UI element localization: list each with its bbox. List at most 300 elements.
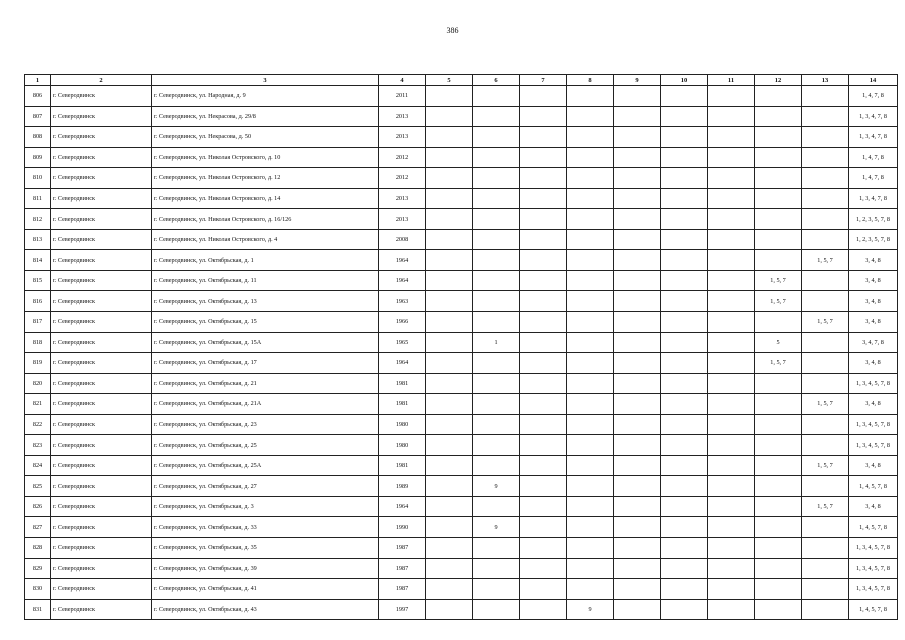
table-cell-col-11 bbox=[708, 517, 755, 538]
table-cell-col-9 bbox=[614, 579, 661, 600]
table-cell-col-13 bbox=[802, 599, 849, 620]
table-body bbox=[25, 86, 898, 620]
table-cell-col-7 bbox=[520, 476, 567, 497]
table-cell-col-12 bbox=[755, 168, 802, 189]
table-cell-col-5 bbox=[426, 147, 473, 168]
table-cell-col-2: г. Северодвинск bbox=[51, 517, 152, 538]
table-cell-col-9 bbox=[614, 209, 661, 230]
table-cell-col-4: 1987 bbox=[379, 579, 426, 600]
table-cell-col-4: 1964 bbox=[379, 353, 426, 374]
table-cell-col-9 bbox=[614, 127, 661, 148]
column-header-2: 2 bbox=[51, 75, 152, 86]
table-cell-col-12 bbox=[755, 476, 802, 497]
table-cell-col-2: г. Северодвинск bbox=[51, 86, 152, 107]
table-cell-col-4: 2013 bbox=[379, 106, 426, 127]
table-cell-col-4: 1964 bbox=[379, 250, 426, 271]
table-cell-col-3: г. Северодвинск, ул. Октябрьская, д. 43 bbox=[152, 599, 379, 620]
table-cell-col-5 bbox=[426, 579, 473, 600]
table-cell-col-2: г. Северодвинск bbox=[51, 291, 152, 312]
table-cell-col-1: 824 bbox=[25, 455, 51, 476]
table-cell-col-2: г. Северодвинск bbox=[51, 250, 152, 271]
table-cell-col-9 bbox=[614, 558, 661, 579]
table-cell-col-11 bbox=[708, 127, 755, 148]
table-cell-col-10 bbox=[661, 476, 708, 497]
table-cell-col-11 bbox=[708, 291, 755, 312]
column-header-9: 9 bbox=[614, 75, 661, 86]
table-cell-col-4: 1987 bbox=[379, 558, 426, 579]
table-cell-col-14: 3, 4, 8 bbox=[849, 496, 898, 517]
table-cell-col-11 bbox=[708, 579, 755, 600]
table-cell-col-1: 807 bbox=[25, 106, 51, 127]
table-cell-col-9 bbox=[614, 188, 661, 209]
table-cell-col-6 bbox=[473, 147, 520, 168]
table-cell-col-9 bbox=[614, 394, 661, 415]
table-cell-col-6 bbox=[473, 168, 520, 189]
table-cell-col-6 bbox=[473, 188, 520, 209]
table-cell-col-14: 1, 4, 5, 7, 8 bbox=[849, 476, 898, 497]
table-cell-col-6: 1 bbox=[473, 332, 520, 353]
table-cell-col-5 bbox=[426, 496, 473, 517]
table-cell-col-10 bbox=[661, 147, 708, 168]
table-cell-col-8 bbox=[567, 270, 614, 291]
table-cell-col-13 bbox=[802, 414, 849, 435]
table-cell-col-13 bbox=[802, 517, 849, 538]
table-cell-col-1: 808 bbox=[25, 127, 51, 148]
table-cell-col-10 bbox=[661, 496, 708, 517]
table-cell-col-2: г. Северодвинск bbox=[51, 579, 152, 600]
table-cell-col-11 bbox=[708, 270, 755, 291]
table-cell-col-1: 820 bbox=[25, 373, 51, 394]
table-cell-col-7 bbox=[520, 229, 567, 250]
table-row bbox=[25, 127, 898, 148]
table-cell-col-3: г. Северодвинск, ул. Николая Островского, д. 10 bbox=[152, 147, 379, 168]
table-row bbox=[25, 291, 898, 312]
table-cell-col-1: 809 bbox=[25, 147, 51, 168]
table-cell-col-9 bbox=[614, 229, 661, 250]
table-cell-col-12 bbox=[755, 599, 802, 620]
table-cell-col-6 bbox=[473, 558, 520, 579]
table-cell-col-7 bbox=[520, 394, 567, 415]
table-cell-col-1: 816 bbox=[25, 291, 51, 312]
table-cell-col-11 bbox=[708, 455, 755, 476]
table-cell-col-14: 3, 4, 7, 8 bbox=[849, 332, 898, 353]
table-cell-col-9 bbox=[614, 86, 661, 107]
table-cell-col-3: г. Северодвинск, ул. Октябрьская, д. 25А bbox=[152, 455, 379, 476]
table-cell-col-2: г. Северодвинск bbox=[51, 332, 152, 353]
table-cell-col-2: г. Северодвинск bbox=[51, 435, 152, 456]
table-cell-col-2: г. Северодвинск bbox=[51, 414, 152, 435]
table-cell-col-8 bbox=[567, 229, 614, 250]
table-row bbox=[25, 86, 898, 107]
table-cell-col-3: г. Северодвинск, ул. Октябрьская, д. 25 bbox=[152, 435, 379, 456]
table-cell-col-12: 1, 5, 7 bbox=[755, 291, 802, 312]
table-cell-col-10 bbox=[661, 209, 708, 230]
table-cell-col-9 bbox=[614, 599, 661, 620]
table-cell-col-8 bbox=[567, 558, 614, 579]
table-cell-col-6 bbox=[473, 373, 520, 394]
table-cell-col-1: 811 bbox=[25, 188, 51, 209]
table-cell-col-8 bbox=[567, 188, 614, 209]
table-cell-col-4: 2013 bbox=[379, 127, 426, 148]
table-cell-col-10 bbox=[661, 579, 708, 600]
table-cell-col-13 bbox=[802, 291, 849, 312]
table-cell-col-3: г. Северодвинск, ул. Октябрьская, д. 21А bbox=[152, 394, 379, 415]
table-cell-col-1: 814 bbox=[25, 250, 51, 271]
table-cell-col-8 bbox=[567, 147, 614, 168]
table-cell-col-10 bbox=[661, 353, 708, 374]
table-cell-col-12 bbox=[755, 373, 802, 394]
table-cell-col-9 bbox=[614, 270, 661, 291]
table-cell-col-1: 822 bbox=[25, 414, 51, 435]
table-cell-col-2: г. Северодвинск bbox=[51, 168, 152, 189]
table-cell-col-1: 830 bbox=[25, 579, 51, 600]
table-cell-col-8 bbox=[567, 579, 614, 600]
table-cell-col-10 bbox=[661, 168, 708, 189]
table-cell-col-10 bbox=[661, 394, 708, 415]
table-cell-col-3: г. Северодвинск, ул. Октябрьская, д. 35 bbox=[152, 538, 379, 559]
table-cell-col-8 bbox=[567, 106, 614, 127]
table-row bbox=[25, 558, 898, 579]
table-cell-col-8 bbox=[567, 312, 614, 333]
table-cell-col-11 bbox=[708, 147, 755, 168]
table-cell-col-8 bbox=[567, 86, 614, 107]
column-header-14: 14 bbox=[849, 75, 898, 86]
table-cell-col-9 bbox=[614, 517, 661, 538]
table-cell-col-1: 823 bbox=[25, 435, 51, 456]
table-row bbox=[25, 455, 898, 476]
table-cell-col-11 bbox=[708, 229, 755, 250]
table-cell-col-5 bbox=[426, 312, 473, 333]
table-cell-col-8 bbox=[567, 127, 614, 148]
table-cell-col-7 bbox=[520, 455, 567, 476]
table-cell-col-12 bbox=[755, 106, 802, 127]
table-cell-col-3: г. Северодвинск, ул. Октябрьская, д. 3 bbox=[152, 496, 379, 517]
table-cell-col-7 bbox=[520, 579, 567, 600]
column-header-5: 5 bbox=[426, 75, 473, 86]
table-cell-col-6 bbox=[473, 394, 520, 415]
table-row bbox=[25, 353, 898, 374]
table-cell-col-1: 812 bbox=[25, 209, 51, 230]
table-cell-col-7 bbox=[520, 373, 567, 394]
table-cell-col-8 bbox=[567, 435, 614, 456]
table-cell-col-7 bbox=[520, 250, 567, 271]
table-cell-col-12 bbox=[755, 127, 802, 148]
table-cell-col-6 bbox=[473, 209, 520, 230]
table-cell-col-9 bbox=[614, 373, 661, 394]
table-cell-col-12 bbox=[755, 517, 802, 538]
table-row bbox=[25, 250, 898, 271]
table-cell-col-1: 826 bbox=[25, 496, 51, 517]
table-cell-col-4: 1980 bbox=[379, 414, 426, 435]
table-cell-col-9 bbox=[614, 414, 661, 435]
table-cell-col-2: г. Северодвинск bbox=[51, 496, 152, 517]
table-cell-col-7 bbox=[520, 147, 567, 168]
table-cell-col-12 bbox=[755, 250, 802, 271]
table-cell-col-14: 1, 3, 4, 7, 8 bbox=[849, 188, 898, 209]
table-cell-col-6 bbox=[473, 538, 520, 559]
table-cell-col-10 bbox=[661, 127, 708, 148]
table-cell-col-8 bbox=[567, 353, 614, 374]
table-cell-col-6 bbox=[473, 106, 520, 127]
table-cell-col-11 bbox=[708, 332, 755, 353]
table-cell-col-10 bbox=[661, 599, 708, 620]
table-cell-col-14: 1, 3, 4, 5, 7, 8 bbox=[849, 414, 898, 435]
table-cell-col-10 bbox=[661, 373, 708, 394]
table-cell-col-10 bbox=[661, 291, 708, 312]
table-cell-col-13 bbox=[802, 168, 849, 189]
table-row bbox=[25, 435, 898, 456]
table-cell-col-11 bbox=[708, 353, 755, 374]
table-cell-col-14: 3, 4, 8 bbox=[849, 291, 898, 312]
column-header-12: 12 bbox=[755, 75, 802, 86]
table-cell-col-7 bbox=[520, 270, 567, 291]
table-cell-col-6 bbox=[473, 579, 520, 600]
table-cell-col-14: 1, 3, 4, 7, 8 bbox=[849, 127, 898, 148]
table-cell-col-10 bbox=[661, 332, 708, 353]
table-cell-col-14: 1, 2, 3, 5, 7, 8 bbox=[849, 209, 898, 230]
table-cell-col-2: г. Северодвинск bbox=[51, 353, 152, 374]
table-cell-col-3: г. Северодвинск, ул. Народная, д. 9 bbox=[152, 86, 379, 107]
table-cell-col-1: 819 bbox=[25, 353, 51, 374]
table-cell-col-3: г. Северодвинск, ул. Николая Островского, д. 14 bbox=[152, 188, 379, 209]
table-cell-col-5 bbox=[426, 127, 473, 148]
table-cell-col-4: 1987 bbox=[379, 538, 426, 559]
column-header-11: 11 bbox=[708, 75, 755, 86]
table-cell-col-8 bbox=[567, 455, 614, 476]
table-row bbox=[25, 599, 898, 620]
table-cell-col-14: 3, 4, 8 bbox=[849, 394, 898, 415]
table-cell-col-3: г. Северодвинск, ул. Октябрьская, д. 11 bbox=[152, 270, 379, 291]
table-cell-col-6: 9 bbox=[473, 476, 520, 497]
table-cell-col-3: г. Северодвинск, ул. Николая Островского, д. 12 bbox=[152, 168, 379, 189]
table-cell-col-9 bbox=[614, 250, 661, 271]
table-cell-col-10 bbox=[661, 86, 708, 107]
table-cell-col-14: 1, 4, 5, 7, 8 bbox=[849, 599, 898, 620]
table-cell-col-4: 1964 bbox=[379, 270, 426, 291]
table-cell-col-9 bbox=[614, 106, 661, 127]
page-number: 386 bbox=[446, 26, 459, 35]
table-cell-col-11 bbox=[708, 558, 755, 579]
table-cell-col-14: 1, 3, 4, 5, 7, 8 bbox=[849, 538, 898, 559]
table-cell-col-12 bbox=[755, 538, 802, 559]
table-row bbox=[25, 312, 898, 333]
table-cell-col-3: г. Северодвинск, ул. Октябрьская, д. 33 bbox=[152, 517, 379, 538]
table-cell-col-7 bbox=[520, 168, 567, 189]
table-cell-col-9 bbox=[614, 312, 661, 333]
table-cell-col-7 bbox=[520, 332, 567, 353]
table-cell-col-1: 831 bbox=[25, 599, 51, 620]
table-row bbox=[25, 496, 898, 517]
table-cell-col-7 bbox=[520, 209, 567, 230]
table-cell-col-13 bbox=[802, 188, 849, 209]
table-cell-col-13 bbox=[802, 435, 849, 456]
table-cell-col-5 bbox=[426, 250, 473, 271]
table-cell-col-4: 1980 bbox=[379, 435, 426, 456]
table-row bbox=[25, 538, 898, 559]
table-cell-col-7 bbox=[520, 558, 567, 579]
table-cell-col-10 bbox=[661, 312, 708, 333]
table-cell-col-7 bbox=[520, 86, 567, 107]
table-cell-col-2: г. Северодвинск bbox=[51, 373, 152, 394]
table-cell-col-13 bbox=[802, 229, 849, 250]
table-cell-col-14: 1, 2, 3, 5, 7, 8 bbox=[849, 229, 898, 250]
table-cell-col-5 bbox=[426, 188, 473, 209]
table-cell-col-5 bbox=[426, 476, 473, 497]
table-cell-col-12 bbox=[755, 558, 802, 579]
table-row bbox=[25, 394, 898, 415]
table-cell-col-12 bbox=[755, 229, 802, 250]
table-cell-col-3: г. Северодвинск, ул. Октябрьская, д. 39 bbox=[152, 558, 379, 579]
table-cell-col-3: г. Северодвинск, ул. Николая Островского, д. 4 bbox=[152, 229, 379, 250]
table-row bbox=[25, 579, 898, 600]
table-cell-col-13 bbox=[802, 332, 849, 353]
table-row bbox=[25, 147, 898, 168]
table-cell-col-12 bbox=[755, 209, 802, 230]
table-cell-col-5 bbox=[426, 353, 473, 374]
table-cell-col-2: г. Северодвинск bbox=[51, 270, 152, 291]
table-cell-col-3: г. Северодвинск, ул. Некрасова, д. 29/8 bbox=[152, 106, 379, 127]
table-cell-col-5 bbox=[426, 435, 473, 456]
table-cell-col-13: 1, 5, 7 bbox=[802, 455, 849, 476]
table-cell-col-3: г. Северодвинск, ул. Октябрьская, д. 27 bbox=[152, 476, 379, 497]
table-cell-col-2: г. Северодвинск bbox=[51, 188, 152, 209]
table-cell-col-8 bbox=[567, 250, 614, 271]
column-header-7: 7 bbox=[520, 75, 567, 86]
table-cell-col-12: 5 bbox=[755, 332, 802, 353]
table-cell-col-6 bbox=[473, 127, 520, 148]
table-cell-col-1: 810 bbox=[25, 168, 51, 189]
table-cell-col-11 bbox=[708, 394, 755, 415]
table-cell-col-12 bbox=[755, 496, 802, 517]
table-cell-col-13 bbox=[802, 209, 849, 230]
table-cell-col-8 bbox=[567, 291, 614, 312]
table-cell-col-11 bbox=[708, 599, 755, 620]
table-cell-col-6 bbox=[473, 599, 520, 620]
table-cell-col-7 bbox=[520, 291, 567, 312]
table-cell-col-11 bbox=[708, 188, 755, 209]
table-cell-col-4: 2011 bbox=[379, 86, 426, 107]
table-cell-col-9 bbox=[614, 353, 661, 374]
table-cell-col-12 bbox=[755, 455, 802, 476]
table-cell-col-11 bbox=[708, 106, 755, 127]
table-cell-col-10 bbox=[661, 270, 708, 291]
table-cell-col-6 bbox=[473, 312, 520, 333]
table-cell-col-14: 1, 4, 5, 7, 8 bbox=[849, 517, 898, 538]
table-cell-col-10 bbox=[661, 250, 708, 271]
table-cell-col-12: 1, 5, 7 bbox=[755, 270, 802, 291]
table-cell-col-9 bbox=[614, 455, 661, 476]
table-cell-col-5 bbox=[426, 538, 473, 559]
table-cell-col-5 bbox=[426, 229, 473, 250]
table-cell-col-2: г. Северодвинск bbox=[51, 127, 152, 148]
table-row bbox=[25, 332, 898, 353]
table-cell-col-2: г. Северодвинск bbox=[51, 147, 152, 168]
table-cell-col-6: 9 bbox=[473, 517, 520, 538]
table-row bbox=[25, 106, 898, 127]
table-cell-col-13 bbox=[802, 579, 849, 600]
table-cell-col-13: 1, 5, 7 bbox=[802, 394, 849, 415]
table-cell-col-2: г. Северодвинск bbox=[51, 106, 152, 127]
table-cell-col-12: 1, 5, 7 bbox=[755, 353, 802, 374]
table-cell-col-1: 813 bbox=[25, 229, 51, 250]
table-cell-col-14: 1, 3, 4, 5, 7, 8 bbox=[849, 579, 898, 600]
table-cell-col-13 bbox=[802, 373, 849, 394]
table-cell-col-1: 817 bbox=[25, 312, 51, 333]
table-cell-col-7 bbox=[520, 599, 567, 620]
table-cell-col-5 bbox=[426, 517, 473, 538]
table-cell-col-9 bbox=[614, 147, 661, 168]
table-cell-col-1: 825 bbox=[25, 476, 51, 497]
table-cell-col-7 bbox=[520, 435, 567, 456]
table-cell-col-8 bbox=[567, 394, 614, 415]
table-cell-col-6 bbox=[473, 250, 520, 271]
table-cell-col-14: 1, 4, 7, 8 bbox=[849, 86, 898, 107]
table-cell-col-4: 2008 bbox=[379, 229, 426, 250]
table-cell-col-13 bbox=[802, 270, 849, 291]
table-cell-col-8 bbox=[567, 414, 614, 435]
table-cell-col-7 bbox=[520, 496, 567, 517]
table-cell-col-5 bbox=[426, 558, 473, 579]
table-cell-col-7 bbox=[520, 538, 567, 559]
table-cell-col-10 bbox=[661, 106, 708, 127]
table-cell-col-14: 1, 4, 7, 8 bbox=[849, 147, 898, 168]
table-row bbox=[25, 373, 898, 394]
table-cell-col-6 bbox=[473, 291, 520, 312]
table-cell-col-1: 828 bbox=[25, 538, 51, 559]
table-cell-col-5 bbox=[426, 599, 473, 620]
column-header-8: 8 bbox=[567, 75, 614, 86]
table-cell-col-4: 2012 bbox=[379, 147, 426, 168]
table-cell-col-3: г. Северодвинск, ул. Октябрьская, д. 21 bbox=[152, 373, 379, 394]
table-cell-col-13 bbox=[802, 558, 849, 579]
table-cell-col-2: г. Северодвинск bbox=[51, 312, 152, 333]
table-cell-col-2: г. Северодвинск bbox=[51, 229, 152, 250]
table-cell-col-6 bbox=[473, 229, 520, 250]
table-cell-col-5 bbox=[426, 209, 473, 230]
table-row bbox=[25, 414, 898, 435]
table-cell-col-7 bbox=[520, 353, 567, 374]
table-cell-col-4: 2013 bbox=[379, 209, 426, 230]
table-cell-col-10 bbox=[661, 538, 708, 559]
table-row bbox=[25, 209, 898, 230]
table-cell-col-1: 821 bbox=[25, 394, 51, 415]
table-cell-col-13: 1, 5, 7 bbox=[802, 496, 849, 517]
table-cell-col-9 bbox=[614, 291, 661, 312]
table-cell-col-7 bbox=[520, 188, 567, 209]
table-cell-col-4: 1981 bbox=[379, 455, 426, 476]
table-cell-col-11 bbox=[708, 496, 755, 517]
table-cell-col-9 bbox=[614, 435, 661, 456]
table-cell-col-8 bbox=[567, 538, 614, 559]
table-cell-col-3: г. Северодвинск, ул. Октябрьская, д. 1 bbox=[152, 250, 379, 271]
table-cell-col-4: 1963 bbox=[379, 291, 426, 312]
table-cell-col-8 bbox=[567, 517, 614, 538]
table-cell-col-8 bbox=[567, 476, 614, 497]
table-cell-col-10 bbox=[661, 517, 708, 538]
table-cell-col-7 bbox=[520, 414, 567, 435]
table-cell-col-4: 2012 bbox=[379, 168, 426, 189]
table-cell-col-11 bbox=[708, 250, 755, 271]
table-cell-col-11 bbox=[708, 209, 755, 230]
table-cell-col-5 bbox=[426, 373, 473, 394]
table-cell-col-1: 806 bbox=[25, 86, 51, 107]
table-cell-col-13 bbox=[802, 127, 849, 148]
table-cell-col-3: г. Северодвинск, ул. Октябрьская, д. 15А bbox=[152, 332, 379, 353]
table-cell-col-14: 3, 4, 8 bbox=[849, 455, 898, 476]
column-header-13: 13 bbox=[802, 75, 849, 86]
table-cell-col-4: 1981 bbox=[379, 373, 426, 394]
table-cell-col-10 bbox=[661, 435, 708, 456]
